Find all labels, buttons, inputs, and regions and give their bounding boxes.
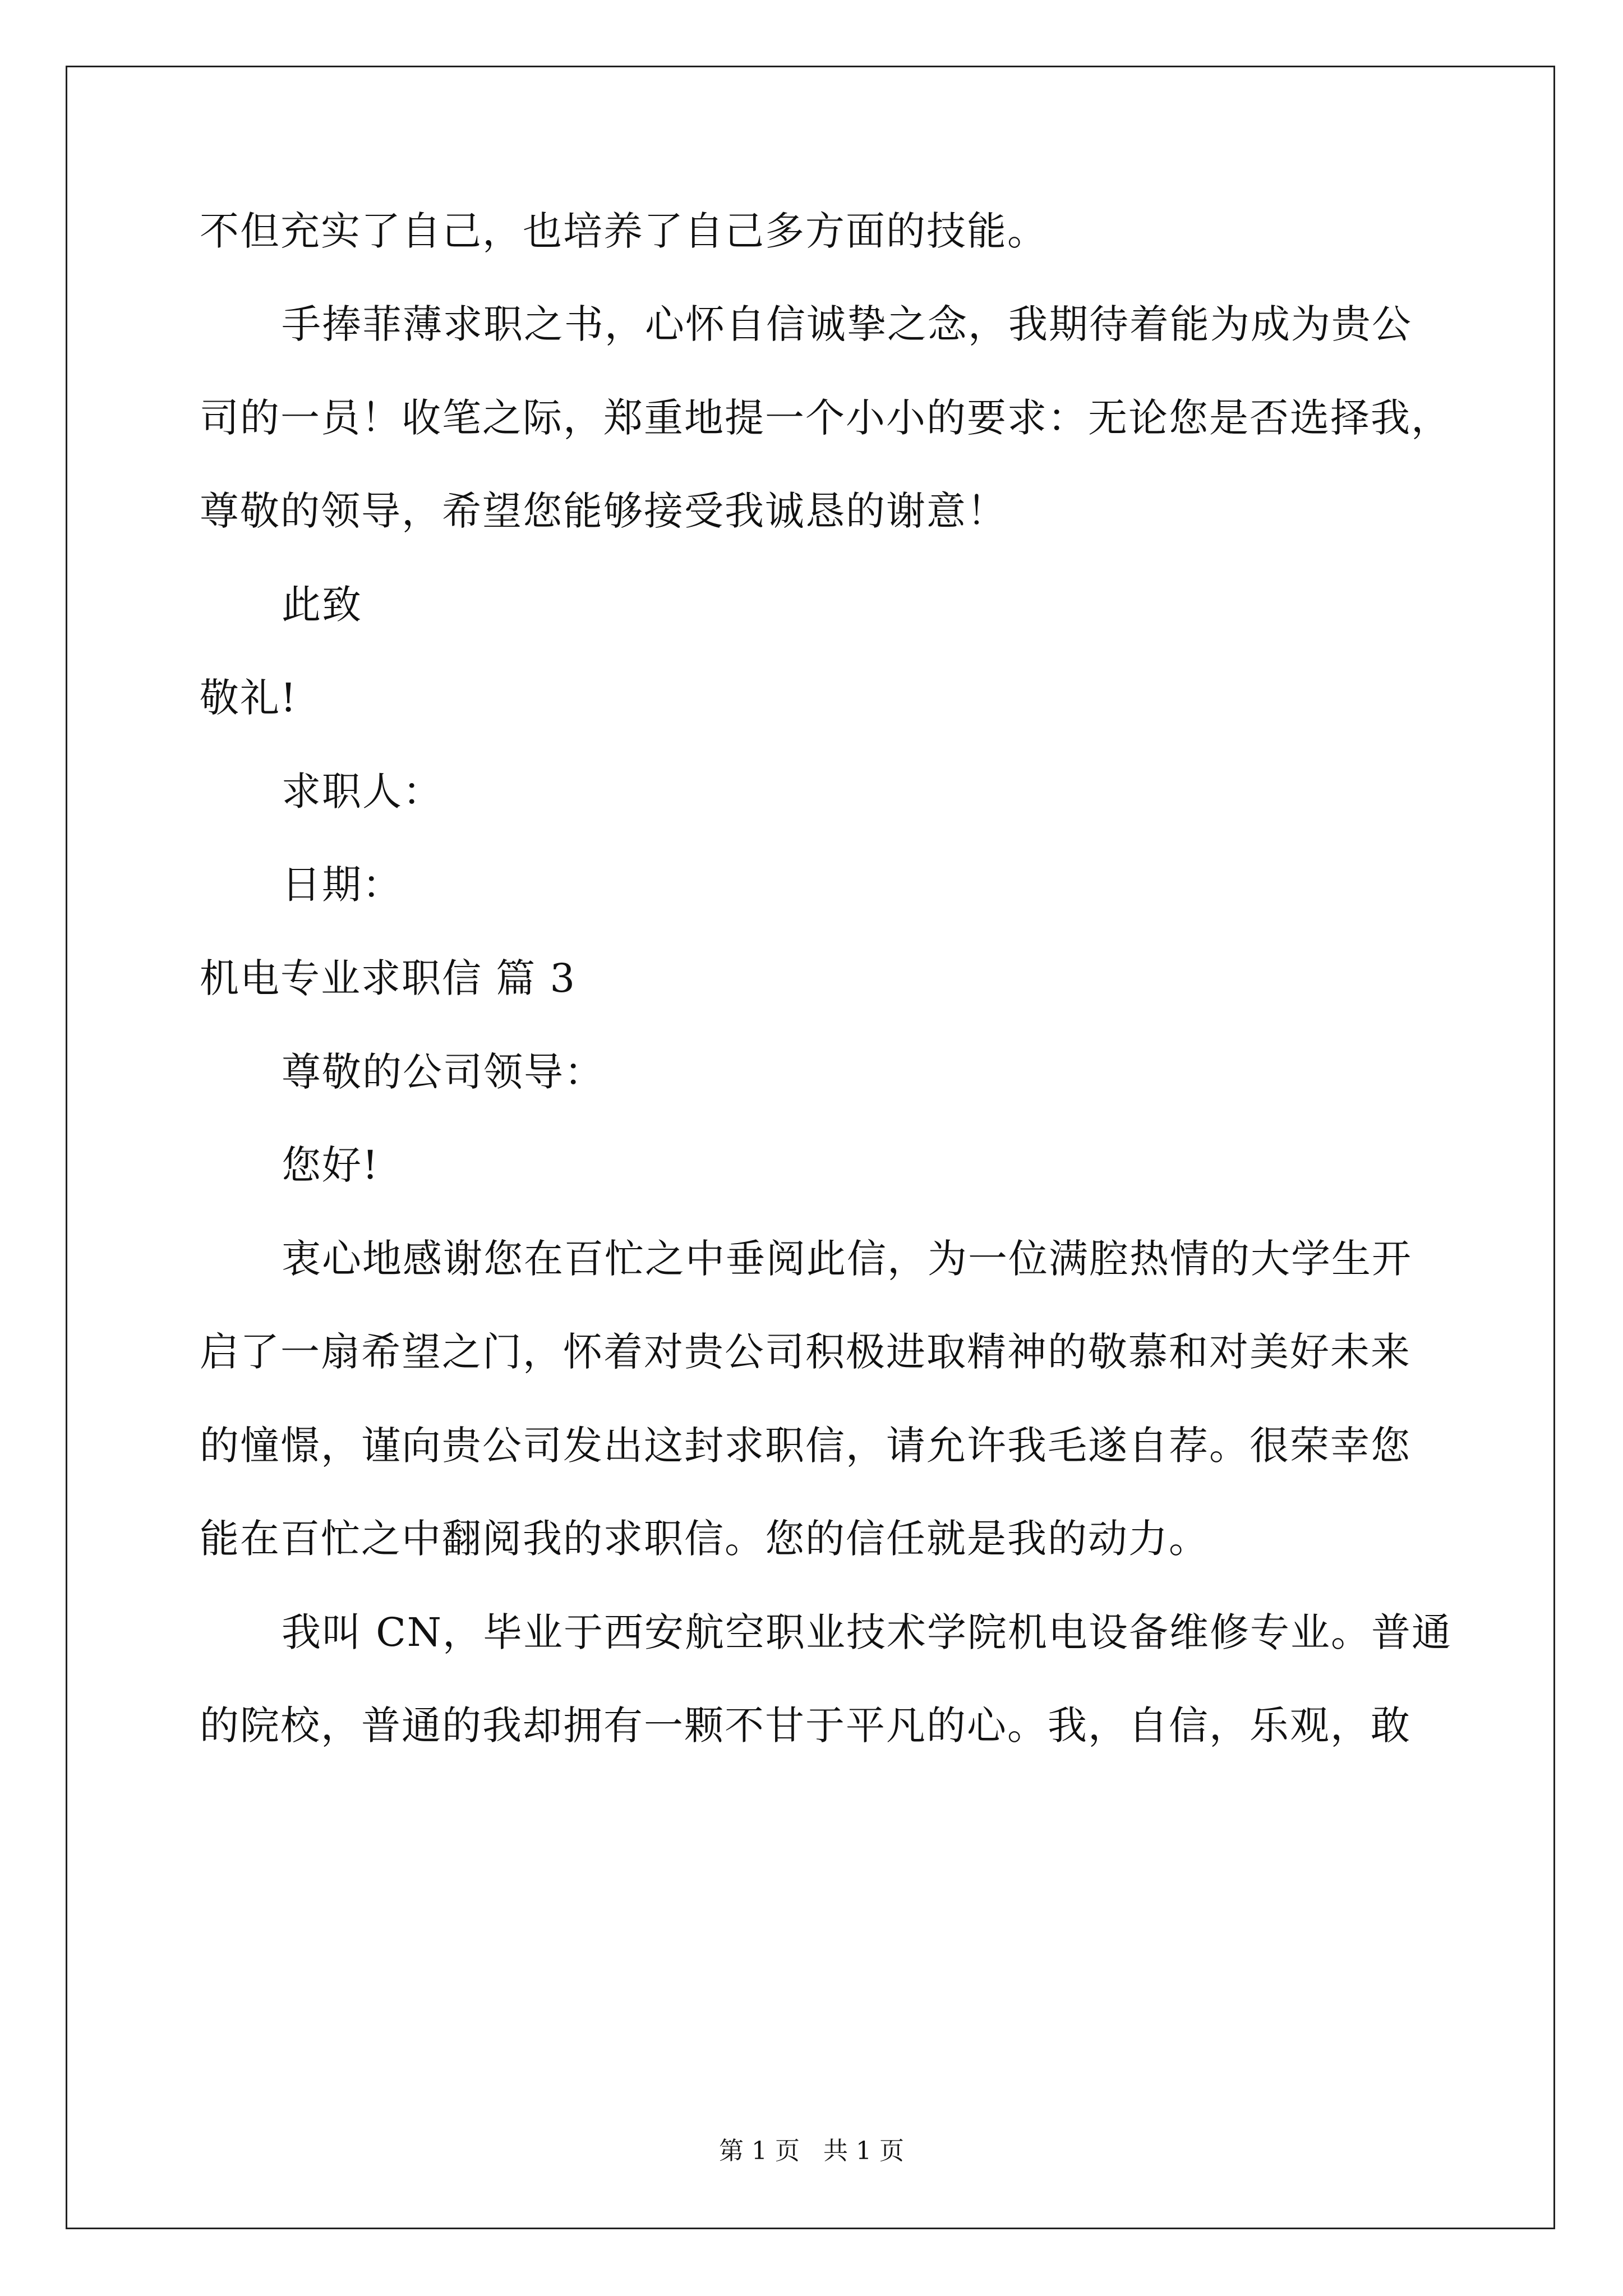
paragraph-line: 的憧憬，谨向贵公司发出这封求职信，请允许我毛遂自荐。很荣幸您 xyxy=(200,1423,1411,1469)
closing-salutation: 此致 xyxy=(282,582,362,628)
paragraph-line: 不但充实了自己，也培养了自己多方面的技能。 xyxy=(200,208,1048,254)
paragraph-line: 手捧菲薄求职之书，心怀自信诚挚之念，我期待着能为成为贵公 xyxy=(282,301,1412,347)
greeting-line: 您好! xyxy=(282,1142,380,1188)
greeting-line: 尊敬的公司领导： xyxy=(282,1049,605,1095)
paragraph-line: 我叫 CN，毕业于西安航空职业技术学院机电设备维修专业。普通 xyxy=(282,1609,1453,1655)
page-footer: 第 1 页 共 1 页 xyxy=(719,2137,904,2165)
paragraph-line: 司的一员！收笔之际，郑重地提一个小小的要求：无论您是否选择我， xyxy=(200,395,1451,441)
paragraph-line: 衷心地感谢您在百忙之中垂阅此信，为一位满腔热情的大学生开 xyxy=(282,1236,1412,1282)
closing-regards: 敬礼! xyxy=(200,675,298,721)
applicant-label: 求职人： xyxy=(282,769,443,815)
section-heading: 机电专业求职信 篇 3 xyxy=(200,955,577,1001)
date-label: 日期： xyxy=(282,862,403,908)
paragraph-line: 启了一扇希望之门，怀着对贵公司积极进取精神的敬慕和对美好未来 xyxy=(200,1329,1411,1375)
paragraph-line: 的院校，普通的我却拥有一颗不甘于平凡的心。我，自信，乐观，敢 xyxy=(200,1703,1411,1749)
paragraph-line: 尊敬的领导，希望您能够接受我诚恳的谢意！ xyxy=(200,488,1007,534)
paragraph-line: 能在百忙之中翻阅我的求职信。您的信任就是我的动力。 xyxy=(200,1516,1209,1562)
